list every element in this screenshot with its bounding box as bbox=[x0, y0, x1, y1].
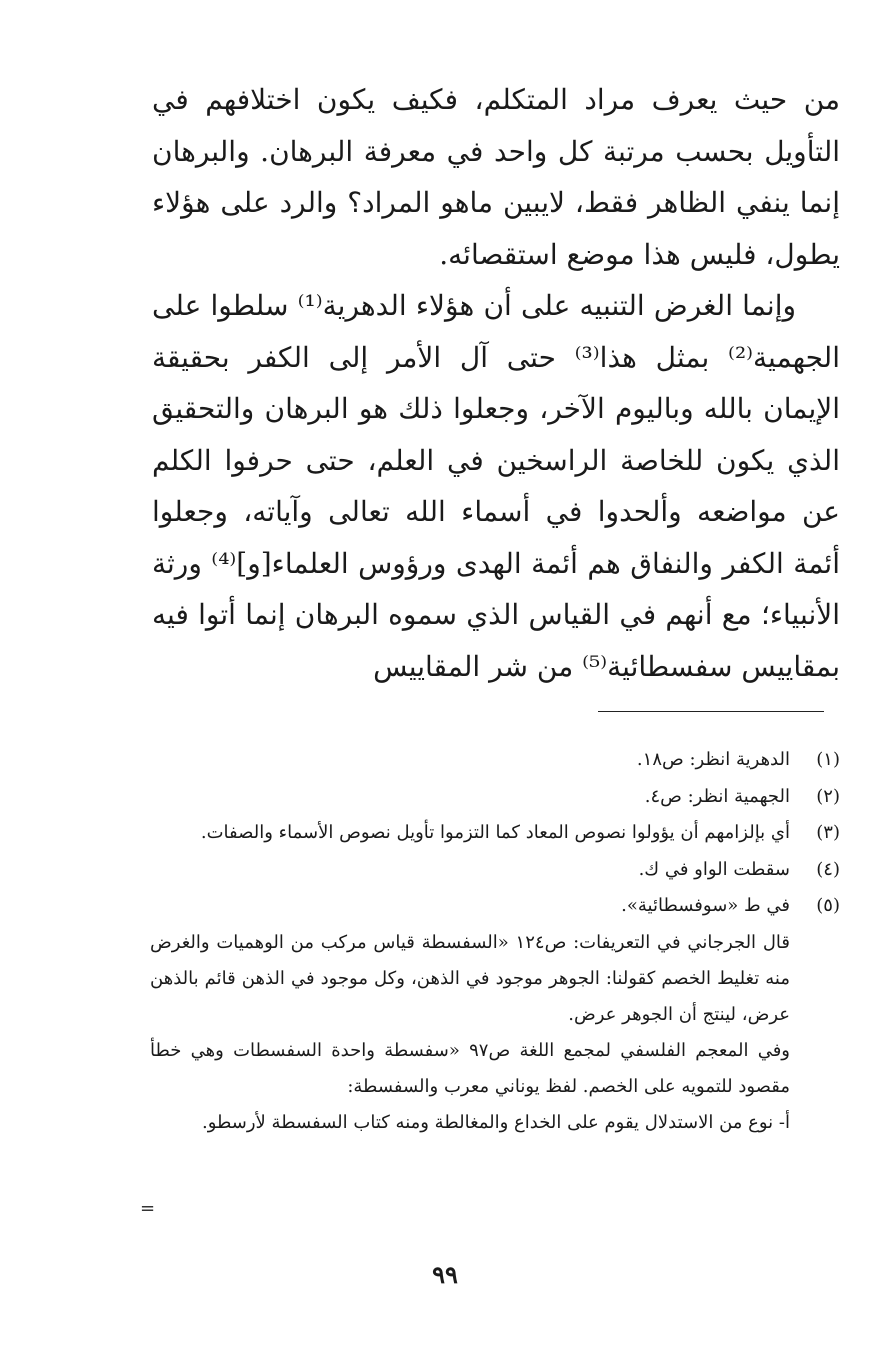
footnote-item bbox=[150, 779, 840, 816]
footnote-separator bbox=[598, 711, 824, 712]
quotation-paragraph: أ- نوع من الاستدلال يقوم على الخداع والمغالطة ومنه كتاب السفسطة لأرسطو. bbox=[202, 1111, 790, 1133]
quotation-paragraph: وفي المعجم الفلسفي لمجمع اللغة ص٩٧ «سفسطة واحدة السفسطات وهي خطأ مقصود للتمويه على الخصم. لفظ يوناني معرب والسفسطة: bbox=[150, 1039, 790, 1097]
footnote-item bbox=[150, 852, 840, 889]
footnote-number: (٣) bbox=[816, 822, 840, 843]
footnote-number: (١) bbox=[816, 749, 840, 770]
footnote-text: الجهمية انظر: ص٤. bbox=[644, 785, 790, 807]
footnote-item bbox=[150, 815, 840, 852]
footnotes-block bbox=[150, 742, 840, 1141]
footnote-number: (٤) bbox=[816, 858, 840, 880]
quotation-paragraph: قال الجرجاني في التعريفات: ص١٢٤ «السفسطة قياس مركب من الوهميات والغرض منه تغليط الخصم كقولنا: الجوهر موجود في الذهن، وكل موجود في الذهن قائم بالذهن عرض، لينتج أن الجوهر عرض. bbox=[150, 931, 790, 1025]
footnote-text: في ط «سوفسطائية». bbox=[621, 895, 790, 916]
main-paragraph: من حيث يعرف مراد المتكلم، فكيف يكون اختلافهم في التأويل بحسب مرتبة كل واحد في معرفة البرهان. والبرهان إنما ينفي الظاهر فقط، لايبين ماهو المراد؟ والرد على هؤلاء يطول، فليس هذا موضع استقصائه. bbox=[152, 83, 840, 271]
footnote-text: الدهرية انظر: ص١٨. bbox=[636, 749, 790, 770]
footnote-item bbox=[150, 742, 840, 779]
footnote-text: سقطت الواو في ك. bbox=[638, 858, 790, 880]
continuation-mark: = bbox=[140, 1198, 156, 1219]
page-number: ٩٩ bbox=[432, 1260, 458, 1289]
main-paragraph: وإنما الغرض التنبيه على أن هؤلاء الدهرية⁽¹⁾ سلطوا على الجهمية⁽²⁾ بمثل هذا⁽³⁾ حتى آل الأمر إلى الكفر بحقيقة الإيمان بالله وباليوم الآخر، وجعلوا ذلك هو البرهان والتحقيق الذي يكون للخاصة الراسخين في العلم، حتى حرفوا الكلم عن مواضعه وألحدوا في أسماء الله تعالى وآياته، وجعلوا أئمة الكفر والنفاق هم أئمة الهدى ورؤوس العلماء[و]⁽⁴⁾ ورثة الأنبياء؛ مع أنهم في القياس الذي سموه البرهان إنما أتوا فيه بمقاييس سفسطائية⁽⁵⁾ من شر المقاييس bbox=[152, 289, 840, 683]
footnote-text: أي بإلزامهم أن يؤولوا نصوص المعاد كما التزموا تأويل نصوص الأسماء والصفات. bbox=[200, 822, 790, 843]
footnote-item bbox=[150, 888, 840, 925]
main-text-block bbox=[152, 74, 840, 692]
footnote-number: (٢) bbox=[816, 785, 840, 807]
footnote-quotation bbox=[150, 925, 840, 1141]
footnote-number: (٥) bbox=[816, 895, 840, 916]
